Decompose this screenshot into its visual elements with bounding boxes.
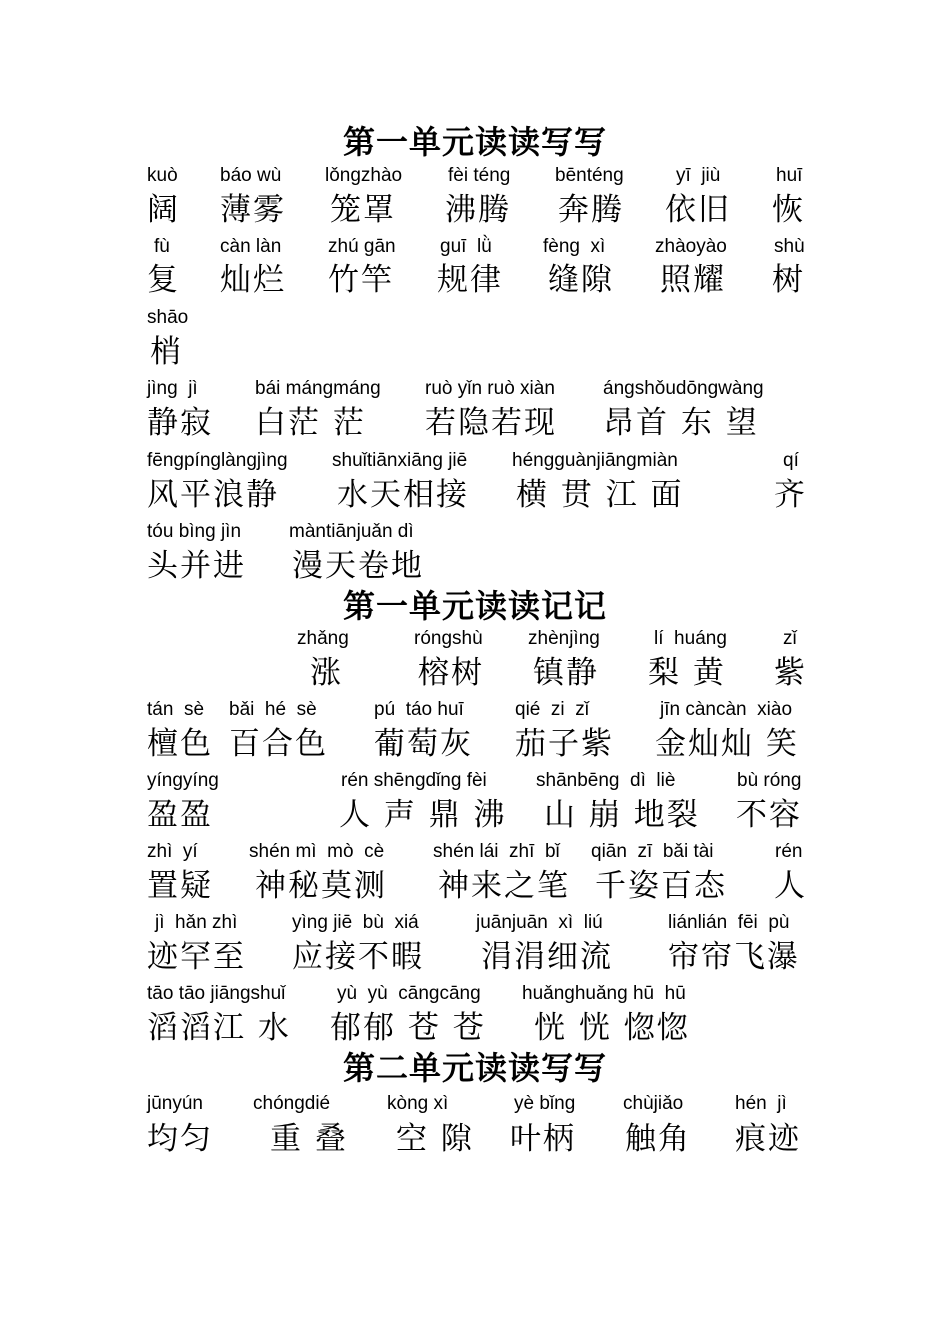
pinyin: fù bbox=[154, 236, 170, 257]
hanzi-word: 恢 bbox=[772, 192, 805, 228]
pinyin: huī bbox=[776, 165, 803, 186]
hanzi-word: 人 声 鼎 沸 bbox=[339, 797, 507, 833]
hanzi-word: 笼罩 bbox=[330, 192, 396, 228]
pinyin: báo wù bbox=[220, 165, 282, 186]
hanzi-word: 神来之笔 bbox=[438, 868, 570, 904]
pinyin: shù bbox=[774, 236, 805, 257]
hanzi-word: 人 bbox=[774, 868, 807, 904]
pinyin: yī jiù bbox=[676, 165, 721, 186]
hanzi-word: 薄雾 bbox=[220, 192, 286, 228]
hanzi-word: 置疑 bbox=[147, 868, 213, 904]
pinyin: héngguànjiāngmiàn bbox=[512, 450, 678, 471]
hanzi-word: 梨 黄 bbox=[648, 655, 726, 691]
pinyin: zhàoyào bbox=[655, 236, 727, 257]
pinyin: zǐ bbox=[783, 628, 797, 649]
pinyin: lǒngzhào bbox=[325, 165, 403, 186]
hanzi-word: 迹罕至 bbox=[147, 939, 246, 975]
hanzi-word: 静寂 bbox=[147, 405, 213, 441]
pinyin: bēnténg bbox=[555, 165, 624, 186]
hanzi-word: 缝隙 bbox=[548, 262, 614, 298]
pinyin: chóngdié bbox=[253, 1093, 331, 1114]
hanzi-word: 复 bbox=[147, 262, 180, 298]
hanzi-word: 依旧 bbox=[665, 192, 731, 228]
pinyin: yíngyíng bbox=[147, 770, 219, 791]
hanzi-word: 榕树 bbox=[418, 655, 484, 691]
pinyin: tán sè bbox=[147, 699, 205, 720]
unit1-write-heading: 第一单元读读写写 bbox=[342, 123, 607, 161]
hanzi-word: 水天相接 bbox=[337, 477, 469, 513]
pinyin: jūnyún bbox=[147, 1093, 203, 1114]
hanzi-word: 白茫 茫 bbox=[255, 405, 366, 441]
pinyin: ángshǒudōngwàng bbox=[603, 378, 764, 399]
hanzi-word: 奔腾 bbox=[558, 192, 624, 228]
pinyin: fèng xì bbox=[543, 236, 606, 257]
hanzi-word: 触角 bbox=[625, 1121, 691, 1157]
hanzi-word: 均匀 bbox=[147, 1121, 213, 1157]
hanzi-word: 紫 bbox=[774, 655, 807, 691]
hanzi-word: 滔滔江 水 bbox=[147, 1010, 291, 1046]
pinyin: lí huáng bbox=[654, 628, 727, 649]
pinyin: shén lái zhī bǐ bbox=[433, 841, 560, 862]
hanzi-word: 茄子紫 bbox=[515, 726, 614, 762]
hanzi-word: 树 bbox=[772, 262, 805, 298]
pinyin: qiān zī bǎi tài bbox=[591, 841, 714, 862]
hanzi-word: 涨 bbox=[310, 655, 343, 691]
pinyin: jì hǎn zhì bbox=[155, 912, 238, 933]
pinyin: càn làn bbox=[220, 236, 282, 257]
hanzi-word: 百合色 bbox=[229, 726, 328, 762]
pinyin: huǎnghuǎng hū hū bbox=[522, 983, 686, 1004]
pinyin: fēngpínglàngjìng bbox=[147, 450, 288, 471]
hanzi-word: 规律 bbox=[437, 262, 503, 298]
hanzi-word: 神秘莫测 bbox=[255, 868, 387, 904]
pinyin: jìng jì bbox=[147, 378, 198, 399]
pinyin: bǎi hé sè bbox=[229, 699, 317, 720]
pinyin: zhì yí bbox=[147, 841, 198, 862]
pinyin: bù róng bbox=[737, 770, 802, 791]
pinyin: zhú gān bbox=[328, 236, 396, 257]
pinyin: hén jì bbox=[735, 1093, 787, 1114]
pinyin: shāo bbox=[147, 307, 189, 328]
pinyin: chùjiǎo bbox=[623, 1093, 684, 1114]
hanzi-word: 叶柄 bbox=[510, 1121, 576, 1157]
hanzi-word: 恍 恍 惚惚 bbox=[534, 1010, 690, 1046]
hanzi-word: 沸腾 bbox=[445, 192, 511, 228]
pinyin: kòng xì bbox=[387, 1093, 449, 1114]
unit2-write-heading: 第二单元读读写写 bbox=[342, 1049, 607, 1087]
pinyin: tóu bìng jìn bbox=[147, 521, 242, 542]
hanzi-word: 盈盈 bbox=[147, 797, 213, 833]
pinyin: màntiānjuǎn dì bbox=[289, 521, 414, 542]
pinyin: zhènjìng bbox=[528, 628, 600, 649]
pinyin: ruò yǐn ruò xiàn bbox=[425, 378, 555, 399]
hanzi-word: 镇静 bbox=[533, 655, 599, 691]
pinyin: shén mì mò cè bbox=[249, 841, 385, 862]
hanzi-word: 梢 bbox=[150, 334, 183, 370]
pinyin: zhǎng bbox=[297, 628, 349, 649]
hanzi-word: 檀色 bbox=[147, 726, 213, 762]
hanzi-word: 帘帘飞瀑 bbox=[668, 939, 800, 975]
hanzi-word: 竹竿 bbox=[328, 262, 394, 298]
hanzi-word: 阔 bbox=[147, 192, 180, 228]
hanzi-word: 漫天卷地 bbox=[292, 548, 424, 584]
pinyin: qié zi zǐ bbox=[515, 699, 589, 720]
hanzi-word: 头并进 bbox=[147, 548, 246, 584]
pinyin: tāo tāo jiāngshuǐ bbox=[147, 983, 286, 1004]
pinyin: liánlián fēi pù bbox=[668, 912, 790, 933]
pinyin: pú táo huī bbox=[374, 699, 464, 720]
hanzi-word: 痕迹 bbox=[735, 1121, 801, 1157]
hanzi-word: 若隐若现 bbox=[425, 405, 557, 441]
hanzi-word: 重 叠 bbox=[270, 1121, 348, 1157]
pinyin: qí bbox=[783, 450, 799, 471]
pinyin: shuǐtiānxiāng jiē bbox=[332, 450, 468, 471]
hanzi-word: 涓涓细流 bbox=[481, 939, 613, 975]
unit1-remember-heading: 第一单元读读记记 bbox=[342, 587, 607, 625]
pinyin: rén shēngdǐng fèi bbox=[341, 770, 487, 791]
hanzi-word: 葡萄灰 bbox=[374, 726, 473, 762]
hanzi-word: 空 隙 bbox=[396, 1121, 474, 1157]
hanzi-word: 金灿灿 笑 bbox=[655, 726, 799, 762]
pinyin: kuò bbox=[147, 165, 178, 186]
pinyin: yù yù cāngcāng bbox=[337, 983, 481, 1004]
hanzi-word: 应接不暇 bbox=[292, 939, 424, 975]
hanzi-word: 昂首 东 望 bbox=[603, 405, 759, 441]
hanzi-word: 不容 bbox=[736, 797, 802, 833]
hanzi-word: 横 贯 江 面 bbox=[516, 477, 684, 513]
hanzi-word: 郁郁 苍 苍 bbox=[330, 1010, 486, 1046]
hanzi-word: 风平浪静 bbox=[147, 477, 279, 513]
pinyin: jīn càncàn xiào bbox=[660, 699, 793, 720]
pinyin: guī lǜ bbox=[440, 236, 492, 257]
pinyin: yìng jiē bù xiá bbox=[292, 912, 419, 933]
hanzi-word: 千姿百态 bbox=[595, 868, 727, 904]
hanzi-word: 山 崩 地裂 bbox=[544, 797, 700, 833]
hanzi-word: 灿烂 bbox=[220, 262, 286, 298]
pinyin: fèi téng bbox=[448, 165, 511, 186]
pinyin: yè bǐng bbox=[514, 1093, 576, 1114]
pinyin: róngshù bbox=[414, 628, 483, 649]
pinyin: juānjuān xì liú bbox=[476, 912, 603, 933]
hanzi-word: 齐 bbox=[774, 477, 807, 513]
hanzi-word: 照耀 bbox=[660, 262, 726, 298]
pinyin: rén bbox=[775, 841, 803, 862]
pinyin: bái mángmáng bbox=[255, 378, 381, 399]
pinyin: shānbēng dì liè bbox=[536, 770, 676, 791]
